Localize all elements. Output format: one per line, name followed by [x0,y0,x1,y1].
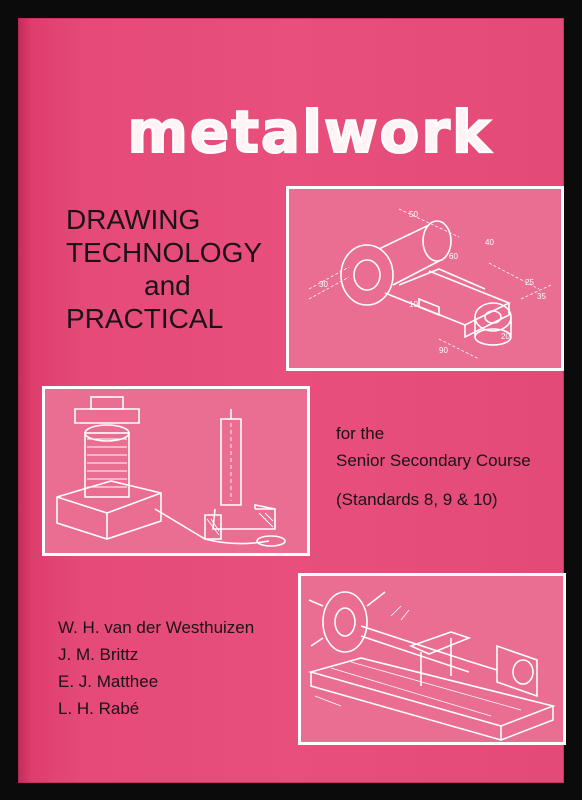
isometric-drawing-illustration [289,189,561,368]
dim-label: 30 [319,280,328,289]
author-name: W. H. van der Westhuizen [58,618,255,637]
vice-drawing-panel [42,386,310,556]
author-name: L. H. Rabé [58,699,140,718]
course-line-2: Senior Secondary Course [336,451,531,470]
dim-label: 35 [537,292,546,301]
dim-label: 90 [439,346,448,355]
isometric-drawing-panel [286,186,564,371]
author-list [58,614,254,722]
book-cover [18,18,564,783]
dim-label: 40 [485,238,494,247]
dim-label: 10 [409,300,418,309]
course-standards: (Standards 8, 9 & 10) [336,490,498,509]
vice-drawing-illustration [45,389,307,553]
lathe-drawing-panel [298,573,566,745]
book-subtitle [66,203,262,335]
subtitle-line-3: and [144,270,191,301]
author-name: J. M. Brittz [58,645,139,664]
lathe-drawing-illustration [301,576,563,742]
course-line-1: for the [336,424,385,443]
dim-label: 50 [409,210,418,219]
subtitle-line-1: DRAWING [66,204,201,235]
author-name: E. J. Matthee [58,672,159,691]
subtitle-line-4: PRACTICAL [66,303,224,334]
dim-label: 20 [501,332,510,341]
book-title: metalwork [127,98,493,166]
dim-label: 25 [525,278,534,287]
dim-label: 60 [449,252,458,261]
subtitle-line-2: TECHNOLOGY [66,237,263,268]
course-description [336,420,531,513]
spine-shade [18,18,32,783]
